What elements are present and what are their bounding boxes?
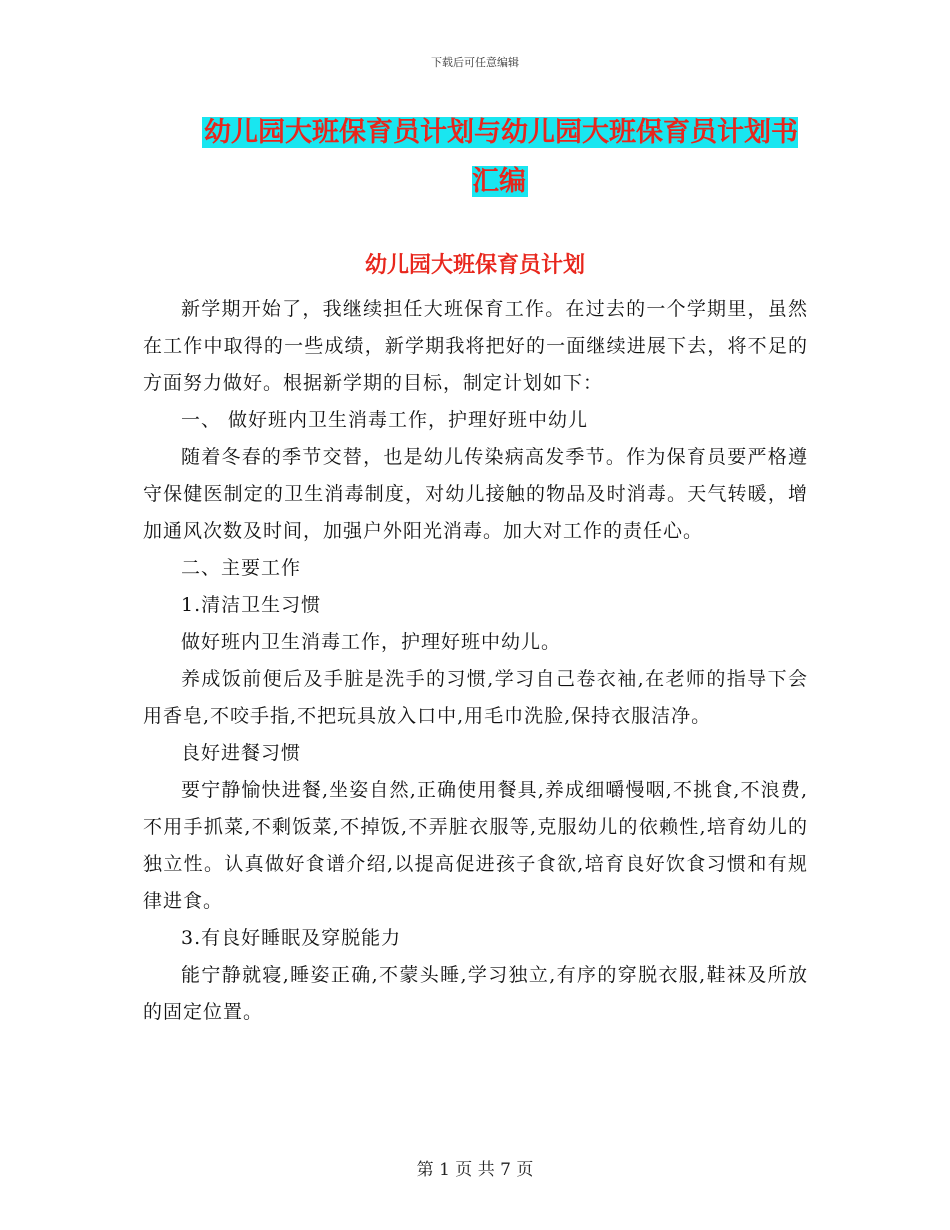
paragraph: 二、主要工作 xyxy=(181,557,302,579)
paragraph: 能宁静就寝,睡姿正确,不蒙头睡,学习独立,有序的穿脱衣服,鞋袜及所放的固定位置。 xyxy=(143,964,808,1023)
section-title: 幼儿园大班保育员计划 xyxy=(364,253,585,278)
document-title xyxy=(190,108,810,206)
paragraph: 3.有良好睡眠及穿脱能力 xyxy=(181,927,402,949)
document-title-text: 幼儿园大班保育员计划与幼儿园大班保育员计划书汇编 xyxy=(204,117,798,197)
page-footer: 第 1 页 共 7 页 xyxy=(416,1160,534,1180)
page-header: 下载后可任意编辑 xyxy=(431,56,519,69)
paragraph: 1.清洁卫生习惯 xyxy=(181,594,322,616)
document-body xyxy=(143,291,808,1031)
paragraph: 随着冬春的季节交替，也是幼儿传染病高发季节。作为保育员要严格遵守保健医制定的卫生消毒制度，对幼儿接触的物品及时消毒。天气转暖，增加通风次数及时间，加强户外阳光消毒。加大对工作的责任心。 xyxy=(143,446,808,542)
paragraph: 新学期开始了，我继续担任大班保育工作。在过去的一个学期里，虽然在工作中取得的一些成绩，新学期我将把好的一面继续进展下去，将不足的方面努力做好。根据新学期的目标，制定计划如下： xyxy=(143,298,808,394)
paragraph: 一、 做好班内卫生消毒工作，护理好班中幼儿 xyxy=(181,409,589,431)
paragraph: 做好班内卫生消毒工作，护理好班中幼儿。 xyxy=(181,631,562,653)
paragraph: 养成饭前便后及手脏是洗手的习惯,学习自己卷衣袖,在老师的指导下会用香皂,不咬手指,不把玩具放入口中,用毛巾洗脸,保持衣服洁净。 xyxy=(143,668,808,727)
paragraph: 要宁静愉快进餐,坐姿自然,正确使用餐具,养成细嚼慢咽,不挑食,不浪费,不用手抓菜,不剩饭菜,不掉饭,不弄脏衣服等,克服幼儿的依赖性,培育幼儿的独立性。认真做好食谱介绍,以提高促进孩子食欲,培育良好饮食习惯和有规律进食。 xyxy=(143,779,808,912)
paragraph: 良好进餐习惯 xyxy=(181,742,302,764)
